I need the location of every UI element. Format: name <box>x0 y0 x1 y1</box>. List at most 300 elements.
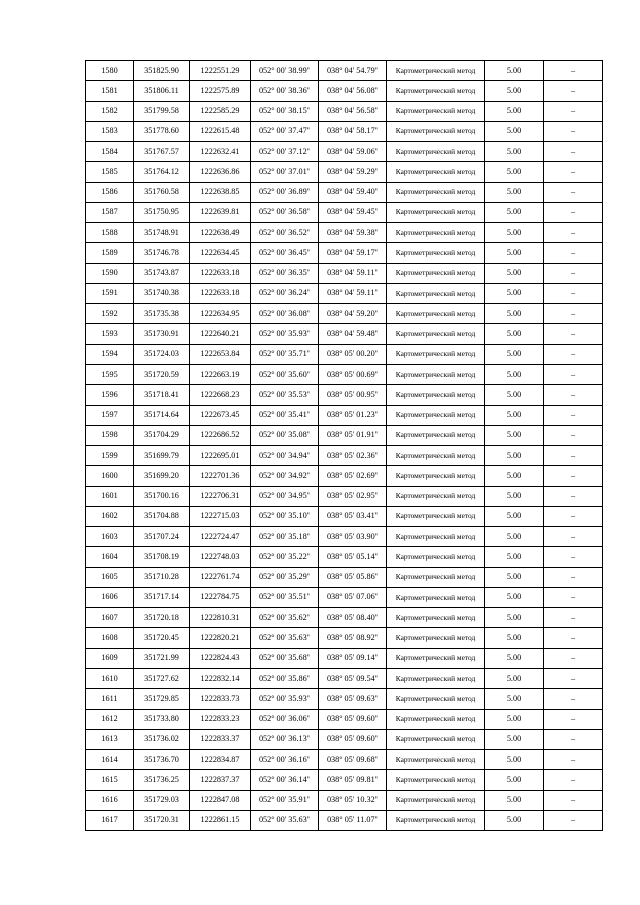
note-cell: – <box>544 202 603 222</box>
table-row <box>86 101 603 121</box>
latitude-cell: 052° 00' 36.35" <box>251 263 319 283</box>
y-coordinate-cell: 1222686.52 <box>190 425 251 445</box>
point-number-cell: 1598 <box>86 425 134 445</box>
method-cell: Картометрический метод <box>387 425 485 445</box>
accuracy-cell: 5.00 <box>485 547 544 567</box>
longitude-cell: 038° 04' 59.11" <box>319 283 387 303</box>
latitude-cell: 052° 00' 34.95" <box>251 486 319 506</box>
latitude-cell: 052° 00' 36.52" <box>251 223 319 243</box>
point-number-cell: 1600 <box>86 466 134 486</box>
method-cell: Картометрический метод <box>387 121 485 141</box>
note-cell: – <box>544 506 603 526</box>
latitude-cell: 052° 00' 35.41" <box>251 405 319 425</box>
table-row <box>86 425 603 445</box>
x-coordinate-cell: 351729.85 <box>134 689 190 709</box>
point-number-cell: 1591 <box>86 283 134 303</box>
longitude-cell: 038° 05' 09.60" <box>319 729 387 749</box>
x-coordinate-cell: 351750.95 <box>134 202 190 222</box>
latitude-cell: 052° 00' 36.89" <box>251 182 319 202</box>
y-coordinate-cell: 1222833.37 <box>190 729 251 749</box>
latitude-cell: 052° 00' 36.14" <box>251 770 319 790</box>
longitude-cell: 038° 05' 09.60" <box>319 709 387 729</box>
point-number-cell: 1612 <box>86 709 134 729</box>
note-cell: – <box>544 446 603 466</box>
point-number-cell: 1593 <box>86 324 134 344</box>
method-cell: Картометрический метод <box>387 446 485 466</box>
note-cell: – <box>544 466 603 486</box>
point-number-cell: 1604 <box>86 547 134 567</box>
accuracy-cell: 5.00 <box>485 304 544 324</box>
method-cell: Картометрический метод <box>387 547 485 567</box>
x-coordinate-cell: 351699.79 <box>134 446 190 466</box>
method-cell: Картометрический метод <box>387 162 485 182</box>
table-row <box>86 344 603 364</box>
coordinates-table <box>85 60 603 831</box>
latitude-cell: 052° 00' 35.63" <box>251 628 319 648</box>
x-coordinate-cell: 351720.45 <box>134 628 190 648</box>
accuracy-cell: 5.00 <box>485 162 544 182</box>
accuracy-cell: 5.00 <box>485 628 544 648</box>
point-number-cell: 1616 <box>86 790 134 810</box>
point-number-cell: 1585 <box>86 162 134 182</box>
table-row <box>86 385 603 405</box>
point-number-cell: 1608 <box>86 628 134 648</box>
table-row <box>86 689 603 709</box>
x-coordinate-cell: 351760.58 <box>134 182 190 202</box>
note-cell: – <box>544 101 603 121</box>
longitude-cell: 038° 04' 56.08" <box>319 81 387 101</box>
accuracy-cell: 5.00 <box>485 750 544 770</box>
x-coordinate-cell: 351720.31 <box>134 810 190 830</box>
point-number-cell: 1609 <box>86 648 134 668</box>
accuracy-cell: 5.00 <box>485 263 544 283</box>
latitude-cell: 052° 00' 37.01" <box>251 162 319 182</box>
method-cell: Картометрический метод <box>387 689 485 709</box>
latitude-cell: 052° 00' 36.45" <box>251 243 319 263</box>
x-coordinate-cell: 351724.03 <box>134 344 190 364</box>
y-coordinate-cell: 1222715.03 <box>190 506 251 526</box>
y-coordinate-cell: 1222761.74 <box>190 567 251 587</box>
x-coordinate-cell: 351720.18 <box>134 608 190 628</box>
longitude-cell: 038° 04' 59.17" <box>319 243 387 263</box>
accuracy-cell: 5.00 <box>485 729 544 749</box>
note-cell: – <box>544 486 603 506</box>
accuracy-cell: 5.00 <box>485 223 544 243</box>
note-cell: – <box>544 770 603 790</box>
x-coordinate-cell: 351707.24 <box>134 527 190 547</box>
x-coordinate-cell: 351708.19 <box>134 547 190 567</box>
accuracy-cell: 5.00 <box>485 283 544 303</box>
y-coordinate-cell: 1222810.31 <box>190 608 251 628</box>
note-cell: – <box>544 162 603 182</box>
longitude-cell: 038° 05' 09.68" <box>319 750 387 770</box>
table-row <box>86 121 603 141</box>
latitude-cell: 052° 00' 35.93" <box>251 689 319 709</box>
y-coordinate-cell: 1222638.49 <box>190 223 251 243</box>
y-coordinate-cell: 1222820.21 <box>190 628 251 648</box>
longitude-cell: 038° 05' 00.20" <box>319 344 387 364</box>
note-cell: – <box>544 527 603 547</box>
note-cell: – <box>544 324 603 344</box>
longitude-cell: 038° 04' 56.58" <box>319 101 387 121</box>
note-cell: – <box>544 142 603 162</box>
table-row <box>86 364 603 384</box>
latitude-cell: 052° 00' 35.63" <box>251 810 319 830</box>
coordinates-table-body <box>86 61 603 831</box>
table-row <box>86 587 603 607</box>
note-cell: – <box>544 61 603 81</box>
table-row <box>86 446 603 466</box>
x-coordinate-cell: 351740.38 <box>134 283 190 303</box>
method-cell: Картометрический метод <box>387 506 485 526</box>
longitude-cell: 038° 05' 08.92" <box>319 628 387 648</box>
accuracy-cell: 5.00 <box>485 668 544 688</box>
note-cell: – <box>544 587 603 607</box>
latitude-cell: 052° 00' 35.93" <box>251 324 319 344</box>
point-number-cell: 1602 <box>86 506 134 526</box>
method-cell: Картометрический метод <box>387 364 485 384</box>
y-coordinate-cell: 1222615.48 <box>190 121 251 141</box>
method-cell: Картометрический метод <box>387 709 485 729</box>
longitude-cell: 038° 05' 00.95" <box>319 385 387 405</box>
table-row <box>86 182 603 202</box>
y-coordinate-cell: 1222847.08 <box>190 790 251 810</box>
x-coordinate-cell: 351699.20 <box>134 466 190 486</box>
table-row <box>86 506 603 526</box>
table-row <box>86 750 603 770</box>
point-number-cell: 1586 <box>86 182 134 202</box>
note-cell: – <box>544 405 603 425</box>
latitude-cell: 052° 00' 36.06" <box>251 709 319 729</box>
latitude-cell: 052° 00' 37.47" <box>251 121 319 141</box>
x-coordinate-cell: 351714.64 <box>134 405 190 425</box>
note-cell: – <box>544 567 603 587</box>
method-cell: Картометрический метод <box>387 101 485 121</box>
accuracy-cell: 5.00 <box>485 243 544 263</box>
y-coordinate-cell: 1222636.86 <box>190 162 251 182</box>
x-coordinate-cell: 351710.28 <box>134 567 190 587</box>
y-coordinate-cell: 1222724.47 <box>190 527 251 547</box>
latitude-cell: 052° 00' 35.51" <box>251 587 319 607</box>
latitude-cell: 052° 00' 35.71" <box>251 344 319 364</box>
y-coordinate-cell: 1222784.75 <box>190 587 251 607</box>
x-coordinate-cell: 351764.12 <box>134 162 190 182</box>
latitude-cell: 052° 00' 35.18" <box>251 527 319 547</box>
note-cell: – <box>544 668 603 688</box>
method-cell: Картометрический метод <box>387 405 485 425</box>
latitude-cell: 052° 00' 36.16" <box>251 750 319 770</box>
accuracy-cell: 5.00 <box>485 810 544 830</box>
table-row <box>86 324 603 344</box>
x-coordinate-cell: 351700.16 <box>134 486 190 506</box>
point-number-cell: 1580 <box>86 61 134 81</box>
table-row <box>86 567 603 587</box>
longitude-cell: 038° 05' 10.32" <box>319 790 387 810</box>
accuracy-cell: 5.00 <box>485 567 544 587</box>
accuracy-cell: 5.00 <box>485 81 544 101</box>
latitude-cell: 052° 00' 35.08" <box>251 425 319 445</box>
method-cell: Картометрический метод <box>387 567 485 587</box>
latitude-cell: 052° 00' 35.62" <box>251 608 319 628</box>
point-number-cell: 1581 <box>86 81 134 101</box>
longitude-cell: 038° 05' 01.91" <box>319 425 387 445</box>
y-coordinate-cell: 1222634.95 <box>190 304 251 324</box>
x-coordinate-cell: 351704.88 <box>134 506 190 526</box>
method-cell: Картометрический метод <box>387 263 485 283</box>
latitude-cell: 052° 00' 36.58" <box>251 202 319 222</box>
y-coordinate-cell: 1222748.03 <box>190 547 251 567</box>
table-row <box>86 810 603 830</box>
x-coordinate-cell: 351736.02 <box>134 729 190 749</box>
accuracy-cell: 5.00 <box>485 709 544 729</box>
point-number-cell: 1587 <box>86 202 134 222</box>
point-number-cell: 1606 <box>86 587 134 607</box>
longitude-cell: 038° 04' 59.40" <box>319 182 387 202</box>
table-row <box>86 202 603 222</box>
table-row <box>86 648 603 668</box>
longitude-cell: 038° 05' 09.63" <box>319 689 387 709</box>
method-cell: Картометрический метод <box>387 283 485 303</box>
point-number-cell: 1610 <box>86 668 134 688</box>
method-cell: Картометрический метод <box>387 142 485 162</box>
longitude-cell: 038° 05' 02.95" <box>319 486 387 506</box>
latitude-cell: 052° 00' 34.94" <box>251 446 319 466</box>
accuracy-cell: 5.00 <box>485 121 544 141</box>
point-number-cell: 1594 <box>86 344 134 364</box>
longitude-cell: 038° 05' 11.07" <box>319 810 387 830</box>
point-number-cell: 1614 <box>86 750 134 770</box>
latitude-cell: 052° 00' 35.91" <box>251 790 319 810</box>
x-coordinate-cell: 351730.91 <box>134 324 190 344</box>
point-number-cell: 1597 <box>86 405 134 425</box>
accuracy-cell: 5.00 <box>485 527 544 547</box>
note-cell: – <box>544 648 603 668</box>
note-cell: – <box>544 182 603 202</box>
y-coordinate-cell: 1222640.21 <box>190 324 251 344</box>
point-number-cell: 1611 <box>86 689 134 709</box>
note-cell: – <box>544 263 603 283</box>
longitude-cell: 038° 05' 08.40" <box>319 608 387 628</box>
method-cell: Картометрический метод <box>387 628 485 648</box>
longitude-cell: 038° 05' 09.14" <box>319 648 387 668</box>
method-cell: Картометрический метод <box>387 466 485 486</box>
latitude-cell: 052° 00' 36.24" <box>251 283 319 303</box>
longitude-cell: 038° 04' 59.38" <box>319 223 387 243</box>
method-cell: Картометрический метод <box>387 324 485 344</box>
accuracy-cell: 5.00 <box>485 506 544 526</box>
method-cell: Картометрический метод <box>387 729 485 749</box>
x-coordinate-cell: 351735.38 <box>134 304 190 324</box>
table-row <box>86 283 603 303</box>
longitude-cell: 038° 05' 09.54" <box>319 668 387 688</box>
longitude-cell: 038° 05' 02.69" <box>319 466 387 486</box>
x-coordinate-cell: 351743.87 <box>134 263 190 283</box>
y-coordinate-cell: 1222663.19 <box>190 364 251 384</box>
x-coordinate-cell: 351778.60 <box>134 121 190 141</box>
point-number-cell: 1603 <box>86 527 134 547</box>
longitude-cell: 038° 04' 59.48" <box>319 324 387 344</box>
method-cell: Картометрический метод <box>387 182 485 202</box>
latitude-cell: 052° 00' 35.10" <box>251 506 319 526</box>
table-row <box>86 142 603 162</box>
accuracy-cell: 5.00 <box>485 61 544 81</box>
table-row <box>86 466 603 486</box>
latitude-cell: 052° 00' 35.53" <box>251 385 319 405</box>
note-cell: – <box>544 689 603 709</box>
method-cell: Картометрический метод <box>387 385 485 405</box>
note-cell: – <box>544 364 603 384</box>
note-cell: – <box>544 729 603 749</box>
note-cell: – <box>544 304 603 324</box>
y-coordinate-cell: 1222653.84 <box>190 344 251 364</box>
accuracy-cell: 5.00 <box>485 425 544 445</box>
x-coordinate-cell: 351736.70 <box>134 750 190 770</box>
y-coordinate-cell: 1222701.36 <box>190 466 251 486</box>
x-coordinate-cell: 351733.80 <box>134 709 190 729</box>
longitude-cell: 038° 05' 00.69" <box>319 364 387 384</box>
y-coordinate-cell: 1222834.87 <box>190 750 251 770</box>
x-coordinate-cell: 351736.25 <box>134 770 190 790</box>
accuracy-cell: 5.00 <box>485 648 544 668</box>
x-coordinate-cell: 351727.62 <box>134 668 190 688</box>
longitude-cell: 038° 05' 01.23" <box>319 405 387 425</box>
table-row <box>86 709 603 729</box>
point-number-cell: 1596 <box>86 385 134 405</box>
longitude-cell: 038° 04' 59.29" <box>319 162 387 182</box>
table-row <box>86 81 603 101</box>
y-coordinate-cell: 1222633.18 <box>190 263 251 283</box>
longitude-cell: 038° 04' 59.11" <box>319 263 387 283</box>
x-coordinate-cell: 351746.78 <box>134 243 190 263</box>
point-number-cell: 1601 <box>86 486 134 506</box>
note-cell: – <box>544 121 603 141</box>
note-cell: – <box>544 385 603 405</box>
accuracy-cell: 5.00 <box>485 486 544 506</box>
table-row <box>86 668 603 688</box>
longitude-cell: 038° 04' 54.79" <box>319 61 387 81</box>
y-coordinate-cell: 1222837.37 <box>190 770 251 790</box>
accuracy-cell: 5.00 <box>485 587 544 607</box>
y-coordinate-cell: 1222575.89 <box>190 81 251 101</box>
table-row <box>86 608 603 628</box>
method-cell: Картометрический метод <box>387 223 485 243</box>
accuracy-cell: 5.00 <box>485 202 544 222</box>
y-coordinate-cell: 1222634.45 <box>190 243 251 263</box>
method-cell: Картометрический метод <box>387 81 485 101</box>
latitude-cell: 052° 00' 38.99" <box>251 61 319 81</box>
method-cell: Картометрический метод <box>387 344 485 364</box>
method-cell: Картометрический метод <box>387 770 485 790</box>
x-coordinate-cell: 351748.91 <box>134 223 190 243</box>
table-row <box>86 263 603 283</box>
method-cell: Картометрический метод <box>387 61 485 81</box>
point-number-cell: 1582 <box>86 101 134 121</box>
y-coordinate-cell: 1222639.81 <box>190 202 251 222</box>
method-cell: Картометрический метод <box>387 304 485 324</box>
accuracy-cell: 5.00 <box>485 101 544 121</box>
note-cell: – <box>544 709 603 729</box>
latitude-cell: 052° 00' 35.22" <box>251 547 319 567</box>
latitude-cell: 052° 00' 36.08" <box>251 304 319 324</box>
method-cell: Картометрический метод <box>387 486 485 506</box>
note-cell: – <box>544 750 603 770</box>
table-row <box>86 243 603 263</box>
point-number-cell: 1583 <box>86 121 134 141</box>
y-coordinate-cell: 1222833.73 <box>190 689 251 709</box>
accuracy-cell: 5.00 <box>485 142 544 162</box>
note-cell: – <box>544 425 603 445</box>
table-row <box>86 547 603 567</box>
accuracy-cell: 5.00 <box>485 770 544 790</box>
longitude-cell: 038° 05' 03.41" <box>319 506 387 526</box>
method-cell: Картометрический метод <box>387 587 485 607</box>
point-number-cell: 1592 <box>86 304 134 324</box>
longitude-cell: 038° 04' 59.20" <box>319 304 387 324</box>
method-cell: Картометрический метод <box>387 668 485 688</box>
table-row <box>86 223 603 243</box>
accuracy-cell: 5.00 <box>485 405 544 425</box>
point-number-cell: 1605 <box>86 567 134 587</box>
y-coordinate-cell: 1222585.29 <box>190 101 251 121</box>
y-coordinate-cell: 1222632.41 <box>190 142 251 162</box>
note-cell: – <box>544 81 603 101</box>
note-cell: – <box>544 810 603 830</box>
method-cell: Картометрический метод <box>387 527 485 547</box>
x-coordinate-cell: 351704.29 <box>134 425 190 445</box>
longitude-cell: 038° 05' 05.86" <box>319 567 387 587</box>
longitude-cell: 038° 05' 03.90" <box>319 527 387 547</box>
note-cell: – <box>544 344 603 364</box>
longitude-cell: 038° 04' 58.17" <box>319 121 387 141</box>
y-coordinate-cell: 1222673.45 <box>190 405 251 425</box>
note-cell: – <box>544 547 603 567</box>
table-row <box>86 304 603 324</box>
y-coordinate-cell: 1222633.18 <box>190 283 251 303</box>
y-coordinate-cell: 1222695.01 <box>190 446 251 466</box>
note-cell: – <box>544 283 603 303</box>
latitude-cell: 052° 00' 38.15" <box>251 101 319 121</box>
point-number-cell: 1589 <box>86 243 134 263</box>
y-coordinate-cell: 1222832.14 <box>190 668 251 688</box>
accuracy-cell: 5.00 <box>485 608 544 628</box>
y-coordinate-cell: 1222638.85 <box>190 182 251 202</box>
longitude-cell: 038° 05' 02.36" <box>319 446 387 466</box>
note-cell: – <box>544 790 603 810</box>
note-cell: – <box>544 608 603 628</box>
table-row <box>86 628 603 648</box>
table-row <box>86 790 603 810</box>
point-number-cell: 1617 <box>86 810 134 830</box>
latitude-cell: 052° 00' 38.36" <box>251 81 319 101</box>
longitude-cell: 038° 05' 05.14" <box>319 547 387 567</box>
point-number-cell: 1588 <box>86 223 134 243</box>
latitude-cell: 052° 00' 34.92" <box>251 466 319 486</box>
note-cell: – <box>544 223 603 243</box>
y-coordinate-cell: 1222706.31 <box>190 486 251 506</box>
method-cell: Картометрический метод <box>387 810 485 830</box>
longitude-cell: 038° 05' 09.81" <box>319 770 387 790</box>
point-number-cell: 1599 <box>86 446 134 466</box>
x-coordinate-cell: 351718.41 <box>134 385 190 405</box>
latitude-cell: 052° 00' 35.29" <box>251 567 319 587</box>
y-coordinate-cell: 1222824.43 <box>190 648 251 668</box>
x-coordinate-cell: 351729.03 <box>134 790 190 810</box>
y-coordinate-cell: 1222551.29 <box>190 61 251 81</box>
method-cell: Картометрический метод <box>387 608 485 628</box>
point-number-cell: 1607 <box>86 608 134 628</box>
accuracy-cell: 5.00 <box>485 182 544 202</box>
method-cell: Картометрический метод <box>387 243 485 263</box>
